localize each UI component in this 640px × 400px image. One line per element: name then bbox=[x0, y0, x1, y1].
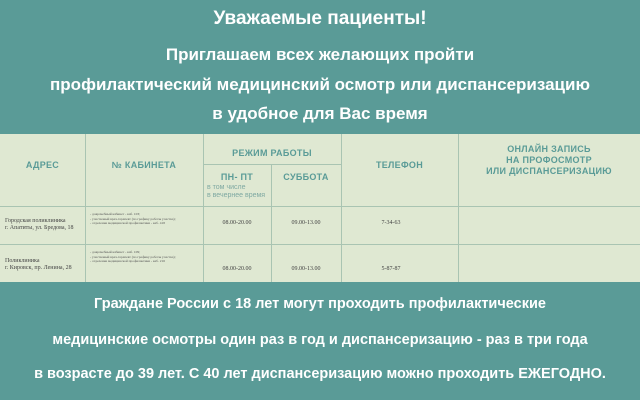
row-1-cabinet: - доврачебный кабинет - каб. 103; - участковый врач-терапевт (по графику работы участка); - отделение медицинской профилактики - каб. 418 bbox=[90, 212, 176, 225]
notice-subtitle-line-3: в удобное для Вас время bbox=[212, 104, 428, 123]
row-1-address: Городская поликлиника г. Апатиты, ул. Бредова, 18 bbox=[5, 218, 74, 231]
row-2-saturday: 09.00-13.00 bbox=[291, 266, 321, 272]
row-divider bbox=[0, 244, 640, 245]
row-2-phone: 5-87-87 bbox=[381, 266, 401, 272]
column-divider bbox=[85, 134, 86, 282]
column-header-address: АДРЕС bbox=[25, 160, 60, 170]
notice-header bbox=[0, 0, 640, 132]
row-divider bbox=[0, 206, 640, 207]
column-header-phone: ТЕЛЕФОН bbox=[375, 160, 424, 170]
notice-subtitle-line-1: Приглашаем всех желающих пройти bbox=[165, 45, 475, 64]
column-header-weekdays: ПН- ПТ bbox=[220, 172, 254, 182]
notice-subtitle-line-2: профилактический медицинский осмотр или диспансеризацию bbox=[50, 75, 590, 94]
footer-line-3: в возрасте до 39 лет. С 40 лет диспансеризацию можно проходить ЕЖЕГОДНО. bbox=[34, 366, 606, 382]
footer-line-2: медицинские осмотры один раз в год и диспансеризацию - раз в три года bbox=[52, 332, 588, 348]
weekdays-note: в том числе в вечернее время bbox=[207, 184, 266, 199]
row-1-weekdays: 08.00-20.00 bbox=[222, 220, 252, 226]
row-divider bbox=[203, 164, 341, 165]
row-2-cabinet: - доврачебный кабинет - каб. 109; - участковый врач-терапевт (по графику работы участка); - отделение медицинской профилактики - каб. 216 bbox=[90, 250, 176, 263]
row-2-address: Поликлиника г. Кировск, пр. Ленина, 28 bbox=[5, 258, 72, 271]
column-header-saturday: СУББОТА bbox=[283, 172, 329, 182]
notice-title: Уважаемые пациенты! bbox=[213, 8, 427, 29]
column-header-cabinet: № КАБИНЕТА bbox=[111, 160, 177, 170]
row-1-saturday: 09.00-13.00 bbox=[291, 220, 321, 226]
schedule-table bbox=[0, 134, 640, 282]
column-divider bbox=[341, 134, 342, 282]
row-2-weekdays: 08.00-20.00 bbox=[222, 266, 252, 272]
column-header-schedule: РЕЖИМ РАБОТЫ bbox=[232, 148, 312, 158]
footer-line-1: Граждане России с 18 лет могут проходить профилактические bbox=[94, 296, 546, 312]
row-1-phone: 7-34-63 bbox=[381, 220, 401, 226]
column-header-online: ОНЛАЙН ЗАПИСЬ НА ПРОФОСМОТР ИЛИ ДИСПАНСЕРИЗАЦИЮ bbox=[486, 144, 612, 176]
